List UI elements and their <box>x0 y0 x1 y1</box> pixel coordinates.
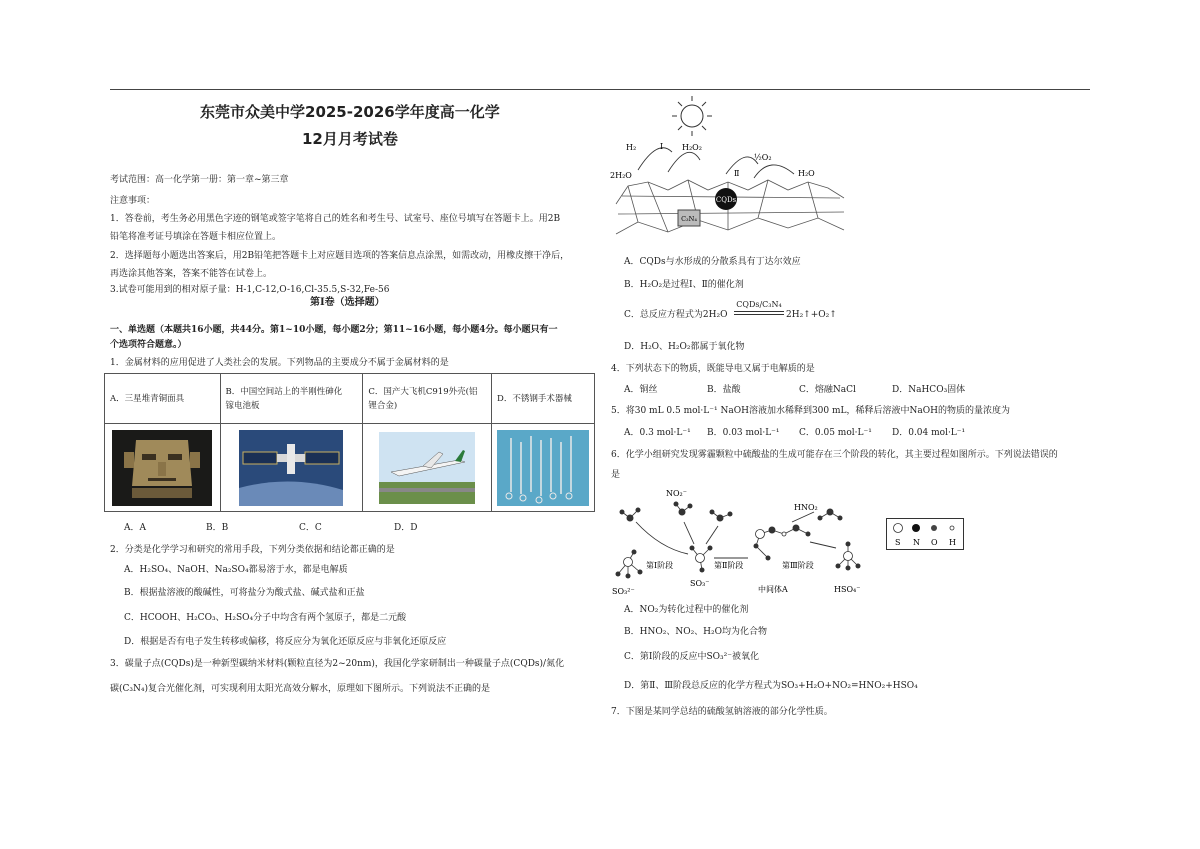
section-title: 第Ⅰ卷（选择题） <box>310 297 385 308</box>
surgical-instruments-image <box>497 430 589 506</box>
q1-img-d-cell <box>492 424 595 512</box>
q6-option-b: B．HNO₂、NO₂、H₂O均为化合物 <box>624 627 768 637</box>
h2-label: H₂ <box>626 143 637 152</box>
q5-option-d: D．0.04 mol·L⁻¹ <box>892 428 966 438</box>
q6-option-c: C．第Ⅰ阶段的反应中SO₃²⁻被氧化 <box>624 652 759 662</box>
o2-label: ½O₂ <box>754 153 772 162</box>
q3-option-a: A．CQDs与水形成的分散系具有丁达尔效应 <box>624 257 801 267</box>
q6-option-a: A．NO₂为转化过程中的催化剂 <box>624 605 749 615</box>
h2o-left-label: 2H₂O <box>610 171 632 180</box>
arrow-to-h2o2 <box>668 152 700 172</box>
q2-option-c: C．HCOOH、H₂CO₃、H₂SO₄分子中均含有两个氢原子，都是二元酸 <box>124 613 407 623</box>
h2o-right-label: H₂O <box>798 169 815 178</box>
section-heading-cont: 个选项符合题意。） <box>110 340 187 350</box>
hno2-label: HNO₂ <box>794 503 818 512</box>
exam-scope: 考试范围：高一化学第一册：第一章~第三章 <box>110 175 289 185</box>
q5-option-b: B．0.03 mol·L⁻¹ <box>707 428 780 438</box>
q4-option-c: C．熔融NaCl <box>799 385 856 395</box>
top-rule <box>110 89 1090 90</box>
note-3: 3.试卷可能用到的相对原子量：H-1,C-12,O-16,Cl-35.5,S-32,Fe-56 <box>110 285 390 295</box>
q4-option-a: A．铜丝 <box>624 385 658 395</box>
note-1: 1．答卷前，考生务必用黑色字迹的钢笔或签字笔将自己的姓名和考生号、试室号、座位号填写在答题卡上。用2B <box>110 214 561 224</box>
space-station-image <box>239 430 343 506</box>
exam-subtitle: 12月月考试卷 <box>302 130 398 148</box>
sun-icon <box>672 96 712 136</box>
q1-answer-b: B．B <box>206 523 229 533</box>
legend-n: N <box>913 538 920 547</box>
arrow-stage3 <box>810 542 836 548</box>
q3-photocatalysis-figure <box>608 94 858 254</box>
q1-answer-a: A．A <box>124 523 146 533</box>
arrow-hno2-out <box>792 512 814 522</box>
q3-option-c-pre: C．总反应方程式为2H₂O <box>624 310 728 320</box>
q7-stem: 7．下图是某同学总结的硫酸氢钠溶液的部分化学性质。 <box>611 707 833 717</box>
notes-title: 注意事项： <box>110 196 156 206</box>
q2-option-a: A．H₂SO₄、NaOH、Na₂SO₄都易溶于水，都是电解质 <box>124 565 348 575</box>
legend-s: S <box>895 538 901 547</box>
q1-img-a-cell <box>105 424 221 512</box>
q1-table <box>104 373 595 512</box>
so3-left-label: SO₃²⁻ <box>612 587 635 596</box>
q5-option-c: C．0.05 mol·L⁻¹ <box>799 428 872 438</box>
stage-3-label: 第Ⅲ阶段 <box>782 561 814 570</box>
note-2: 2．选择题每小题选出答案后，用2B铅笔把答题卡上对应题目选项的答案信息点涂黑，如需改动，用橡皮擦干净后， <box>110 251 570 261</box>
q5-option-a: A．0.3 mol·L⁻¹ <box>624 428 691 438</box>
q3-option-b: B．H₂O₂是过程Ⅰ、Ⅱ的催化剂 <box>624 280 744 290</box>
no2-label: NO₂⁻ <box>666 489 687 498</box>
q6-sulfate-mechanism-figure <box>610 482 880 598</box>
c3n4-label: C₃N₄ <box>681 215 697 223</box>
note-1-cont: 铅笔将准考证号填涂在答题卡相应位置上。 <box>110 232 282 242</box>
arrow-h2o-to-h2 <box>638 148 672 170</box>
arrow-no2-out <box>706 526 718 544</box>
q3-option-c-equals <box>734 311 784 315</box>
q1-answer-c: C．C <box>299 523 322 533</box>
q2-stem: 2．分类是化学学习和研究的常用手段，下列分类依据和结论都正确的是 <box>110 545 395 555</box>
process-2-label: Ⅱ <box>734 169 740 178</box>
q3-option-d: D．H₂O、H₂O₂都属于氧化物 <box>624 342 745 352</box>
q2-option-d: D．根据是否有电子发生转移或偏移，将反应分为氧化还原反应与非氧化还原反应 <box>124 637 447 647</box>
q1-opt-c: C．国产大飞机C919外壳(铝 锂合金) <box>363 374 492 424</box>
stage-1-label: 第Ⅰ阶段 <box>646 561 674 570</box>
arrow-stage1-in <box>636 522 688 554</box>
q1-opt-a: A．三星堆青铜面具 <box>105 374 221 424</box>
c919-airplane-image <box>379 432 475 504</box>
process-1-label: Ⅰ <box>660 142 664 151</box>
q4-option-b: B．盐酸 <box>707 385 741 395</box>
legend-h: H <box>949 538 956 547</box>
intermediate-a-label: 中间体A <box>758 585 788 594</box>
stage-2-label: 第Ⅱ阶段 <box>714 561 744 570</box>
note-2-cont: 再选涂其他答案，答案不能答在试卷上。 <box>110 269 273 279</box>
section-heading: 一、单选题（本题共16小题，共44分。第1~10小题，每小题2分；第11~16小题，每小题4分。每小题只有一 <box>110 325 558 335</box>
h2o2-label: H₂O₂ <box>682 143 702 152</box>
legend-o: O <box>931 538 938 547</box>
so3-mid-label: SO₃⁻ <box>690 579 710 588</box>
q1-opt-d: D．不锈钢手术器械 <box>492 374 595 424</box>
q1-stem: 1．金属材料的应用促进了人类社会的发展。下列物品的主要成分不属于金属材料的是 <box>110 358 449 368</box>
q3-option-c-post: 2H₂↑+O₂↑ <box>786 310 837 320</box>
q5-stem: 5．将30 mL 0.5 mol·L⁻¹ NaOH溶液加水稀释到300 mL，稀释后溶液中NaOH的物质的量浓度为 <box>611 406 1010 416</box>
q1-opt-b: B．中国空间站上的半刚性砷化 镓电池板 <box>220 374 363 424</box>
cqds-label: CQDs <box>715 196 737 204</box>
exam-title: 东莞市众美中学2025-2026学年度高一化学 <box>200 103 500 121</box>
q4-stem: 4．下列状态下的物质，既能导电又属于电解质的是 <box>611 364 815 374</box>
q3-stem: 3．碳量子点(CQDs)是一种新型碳纳米材料(颗粒直径为2~20nm)，我国化学家研制出一种碳量子点(CQDs)/氮化 <box>110 659 565 669</box>
q1-img-b-cell <box>220 424 363 512</box>
q6-option-d: D．第Ⅱ、Ⅲ阶段总反应的化学方程式为SO₃+H₂O+NO₂=HNO₂+HSO₄ <box>624 681 918 691</box>
q1-answer-d: D．D <box>394 523 418 533</box>
q4-option-d: D．NaHCO₃固体 <box>892 385 966 395</box>
bronze-mask-image <box>112 430 212 506</box>
arrow-to-h2o <box>754 165 794 178</box>
hso4-label: HSO₄⁻ <box>834 585 861 594</box>
q6-stem: 6．化学小组研究发现雾霾颗粒中硫酸盐的生成可能存在三个阶段的转化，其主要过程如图所示。下列说法错误的 <box>611 450 1058 460</box>
arrow-no2-in <box>684 522 694 544</box>
q1-img-c-cell <box>363 424 492 512</box>
q3-stem-cont: 碳(C₃N₄)复合光催化剂，可实现利用太阳光高效分解水，原理如下图所示。下列说法不正确的是 <box>110 684 491 694</box>
q6-stem-cont: 是 <box>611 470 621 480</box>
q2-option-b: B．根据盐溶液的酸碱性，可将盐分为酸式盐、碱式盐和正盐 <box>124 588 365 598</box>
atom-legend-symbols <box>887 519 963 549</box>
atom-legend <box>886 518 964 550</box>
q3-option-c-catalyst: CQDs/C₃N₄ <box>736 300 782 309</box>
